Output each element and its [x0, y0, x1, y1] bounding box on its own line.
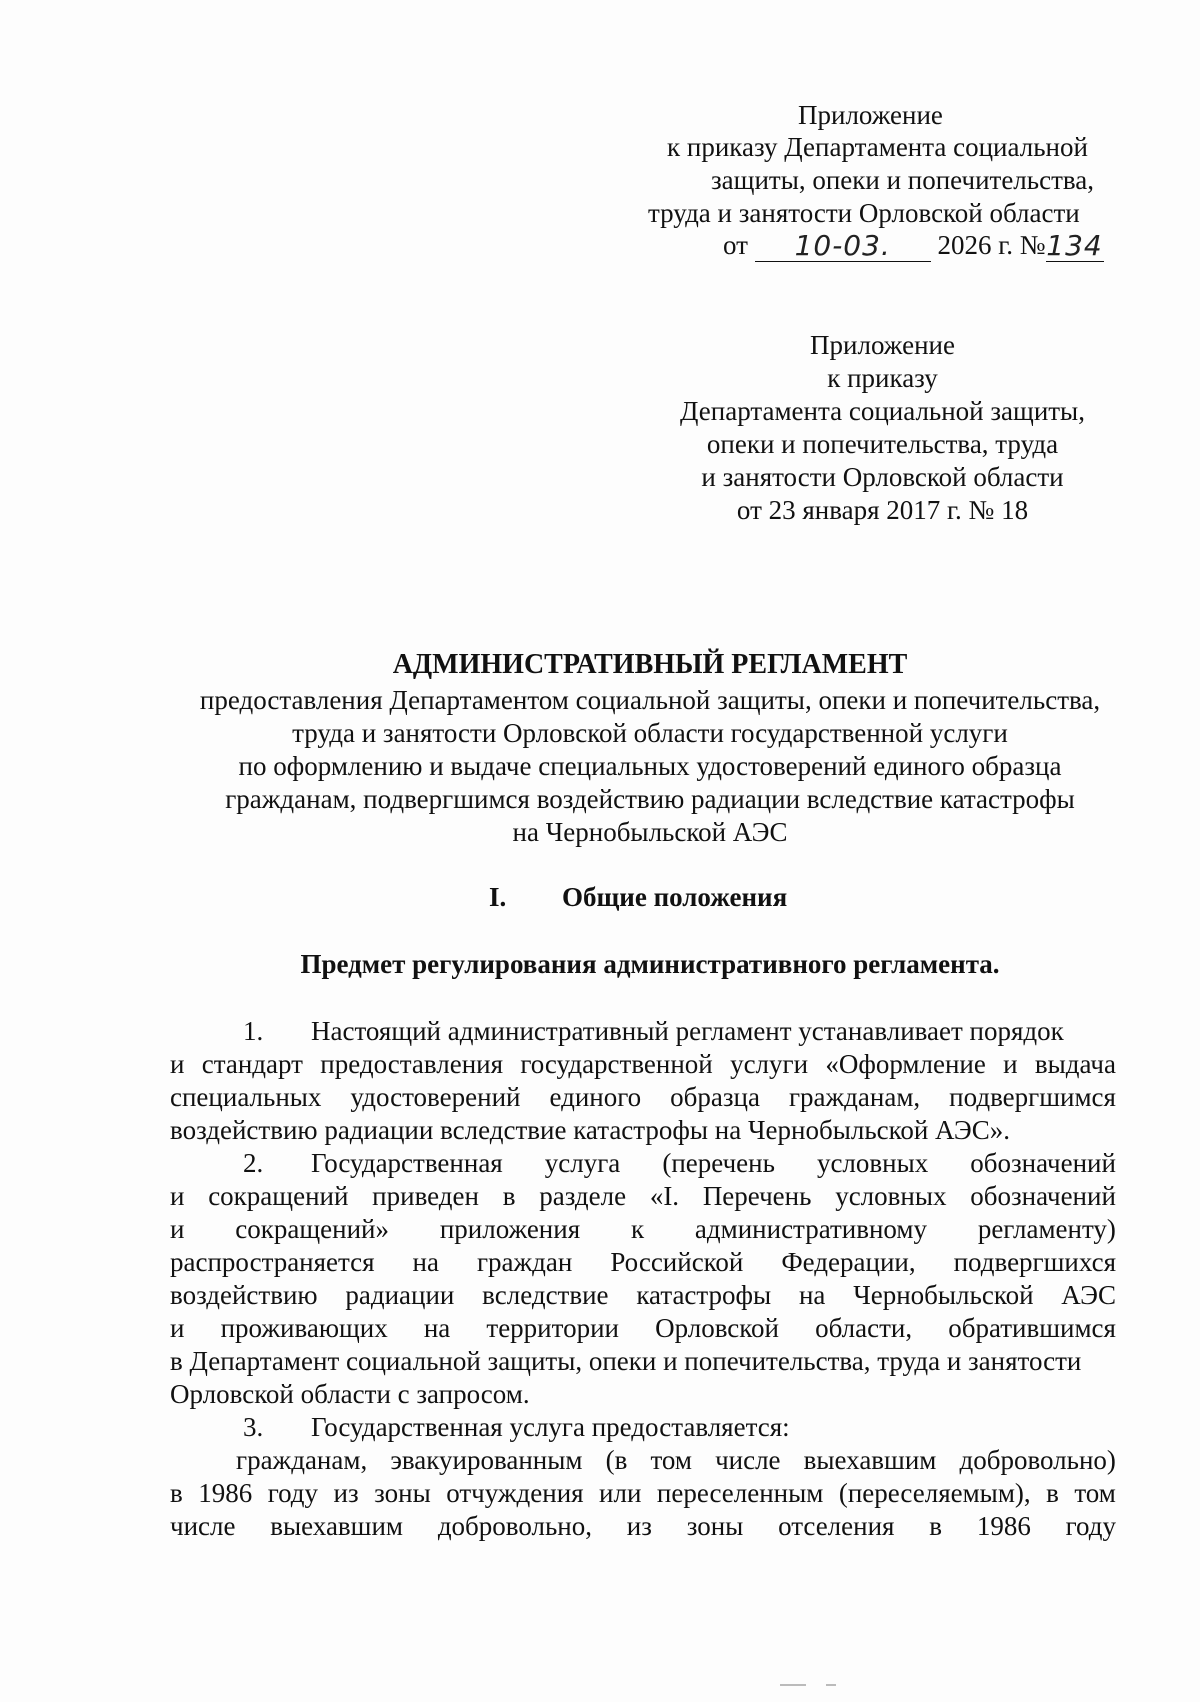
- approval-old-line6: от 23 января 2017 г. № 18: [736, 495, 1029, 525]
- section-subtitle: Предмет регулирования административного регламента.: [300, 949, 1000, 979]
- para2-line1: [311, 1146, 1116, 1180]
- number-field: [1046, 231, 1104, 262]
- word: специальных: [170, 1082, 322, 1112]
- word: сокращений»: [235, 1214, 389, 1244]
- para2-line4: [170, 1245, 1116, 1279]
- para2-line7: в Департамент социальной защиты, опеки и попечительства, труда и занятости: [170, 1346, 1082, 1376]
- word: предоставления: [320, 1049, 504, 1079]
- date-handwritten: 10-03.: [794, 229, 891, 262]
- word: или: [599, 1478, 642, 1508]
- approval-old-line5: и занятости Орловской области: [701, 462, 1064, 492]
- title-sub-line4: гражданам, подвергшимся воздействию радиации вследствие катастрофы: [225, 784, 1075, 814]
- word: гражданам,: [236, 1445, 368, 1475]
- date-field: [755, 231, 931, 262]
- section-number: I.: [489, 882, 507, 912]
- word: из: [333, 1478, 359, 1508]
- word: «Оформление: [825, 1049, 986, 1079]
- word: образца: [670, 1082, 760, 1112]
- approval-new-line1: Приложение: [798, 100, 943, 130]
- title-sub-line5: на Чернобыльской АЭС: [512, 817, 788, 847]
- word: и: [170, 1049, 185, 1079]
- word: добровольно): [959, 1445, 1116, 1475]
- word: обозначений: [970, 1148, 1116, 1178]
- word: обозначений: [970, 1181, 1116, 1211]
- date-year: 2026 г. №: [937, 230, 1046, 260]
- word: распространяется: [170, 1247, 375, 1277]
- word: области,: [815, 1313, 913, 1343]
- word: регламенту): [977, 1214, 1116, 1244]
- word: воздействию: [170, 1280, 318, 1310]
- word: на: [423, 1313, 451, 1343]
- word: Орловской: [655, 1313, 779, 1343]
- word: (переселяемым),: [838, 1478, 1031, 1508]
- word: и: [170, 1181, 185, 1211]
- approval-old-line1: Приложение: [810, 330, 955, 360]
- word: зоны: [686, 1511, 744, 1541]
- word: услуги: [730, 1049, 809, 1079]
- word: эвакуированным: [390, 1445, 583, 1475]
- para2-line8: Орловской области с запросом.: [170, 1379, 530, 1409]
- section-title: Общие положения: [562, 882, 788, 912]
- word: условных: [816, 1148, 929, 1178]
- word: Перечень: [702, 1181, 812, 1211]
- word: на: [412, 1247, 439, 1277]
- word: и: [170, 1313, 185, 1343]
- approval-new-line2: к приказу Департамента социальной: [667, 132, 1088, 162]
- para2-number: 2.: [243, 1148, 264, 1178]
- para1-line4: воздействию радиации вследствие катастрофы на Чернобыльской АЭС».: [170, 1115, 1010, 1145]
- word: территории: [486, 1313, 619, 1343]
- word: 1986: [198, 1478, 253, 1508]
- number-handwritten: 134: [1046, 229, 1103, 262]
- word: числе: [715, 1445, 781, 1475]
- word: в: [1046, 1478, 1059, 1508]
- approval-old-line4: опеки и попечительства, труда: [706, 429, 1059, 459]
- word: 1986: [976, 1511, 1031, 1541]
- word: административному: [694, 1214, 927, 1244]
- word: Федерации,: [781, 1247, 916, 1277]
- para3-number: 3.: [243, 1412, 264, 1442]
- word: вследствие: [482, 1280, 609, 1310]
- word: подвергшимся: [949, 1082, 1116, 1112]
- word: АЭС: [1061, 1280, 1116, 1310]
- word: Российской: [610, 1247, 744, 1277]
- word: разделе: [539, 1181, 627, 1211]
- approval-old-line2: к приказу: [827, 363, 938, 393]
- word: обратившимся: [948, 1313, 1116, 1343]
- word: добровольно,: [437, 1511, 592, 1541]
- word: отчуждения: [446, 1478, 584, 1508]
- word: государственной: [520, 1049, 713, 1079]
- approval-new-line3: защиты, опеки и попечительства,: [711, 165, 1094, 195]
- word: стандарт: [201, 1049, 303, 1079]
- word: гражданам,: [788, 1082, 921, 1112]
- para1-line1: Настоящий административный регламент устанавливает порядок: [311, 1016, 1064, 1046]
- word: проживающих: [220, 1313, 388, 1343]
- word: и: [170, 1214, 185, 1244]
- word: переселенным: [656, 1478, 824, 1508]
- word: удостоверений: [350, 1082, 521, 1112]
- para3-line1: Государственная услуга предоставляется:: [311, 1412, 790, 1442]
- scan-speck: [826, 1684, 836, 1686]
- word: зоны: [374, 1478, 431, 1508]
- date-prefix: от: [723, 230, 748, 260]
- word: условных: [835, 1181, 947, 1211]
- para1-line3: [170, 1080, 1116, 1114]
- para3-line2: [236, 1443, 1116, 1477]
- word: приложения: [439, 1214, 581, 1244]
- word: граждан: [476, 1247, 573, 1277]
- word: в: [170, 1478, 183, 1508]
- word: том: [650, 1445, 692, 1475]
- word: Чернобыльской: [853, 1280, 1034, 1310]
- word: выехавшим: [270, 1511, 404, 1541]
- word: (перечень: [662, 1148, 775, 1178]
- word: (в: [605, 1445, 628, 1475]
- scan-speck: [780, 1684, 806, 1686]
- title-sub-line1: предоставления Департаментом социальной защиты, опеки и попечительства,: [199, 685, 1101, 715]
- word: и: [1003, 1049, 1018, 1079]
- word: Государственная: [311, 1148, 503, 1178]
- word: услуга: [544, 1148, 621, 1178]
- title-sub-line2: труда и занятости Орловской области государственной услуги: [292, 718, 1008, 748]
- word: году: [1065, 1511, 1116, 1541]
- approval-old-line3: Департамента социальной защиты,: [680, 396, 1085, 426]
- para2-line3: [170, 1212, 1116, 1246]
- approval-new-line4: труда и занятости Орловской области: [648, 198, 1080, 228]
- word: отселения: [778, 1511, 895, 1541]
- word: выехавшим: [803, 1445, 937, 1475]
- para2-line2: [170, 1179, 1116, 1213]
- word: на: [798, 1280, 826, 1310]
- word: радиации: [345, 1280, 455, 1310]
- para3-line4: [170, 1509, 1116, 1543]
- document-title: АДМИНИСТРАТИВНЫЙ РЕГЛАМЕНТ: [392, 649, 908, 680]
- word: катастрофы: [636, 1280, 772, 1310]
- word: выдача: [1034, 1049, 1116, 1079]
- word: подвергшихся: [953, 1247, 1116, 1277]
- word: «I.: [649, 1181, 680, 1211]
- word: сокращений: [208, 1181, 349, 1211]
- approval-new-date-line: [723, 228, 1104, 262]
- word: числе: [170, 1511, 236, 1541]
- title-sub-line3: по оформлению и выдаче специальных удостоверений единого образца: [238, 751, 1062, 781]
- para1-line2: [170, 1047, 1116, 1081]
- para2-line6: [170, 1311, 1116, 1345]
- para2-line5: [170, 1278, 1116, 1312]
- word: приведен: [372, 1181, 479, 1211]
- word: единого: [549, 1082, 642, 1112]
- word: к: [630, 1214, 645, 1244]
- word: в: [502, 1181, 516, 1211]
- para1-number: 1.: [243, 1016, 264, 1046]
- word: из: [626, 1511, 652, 1541]
- word: году: [267, 1478, 319, 1508]
- para3-line3: [170, 1476, 1116, 1510]
- word: том: [1074, 1478, 1116, 1508]
- word: в: [929, 1511, 943, 1541]
